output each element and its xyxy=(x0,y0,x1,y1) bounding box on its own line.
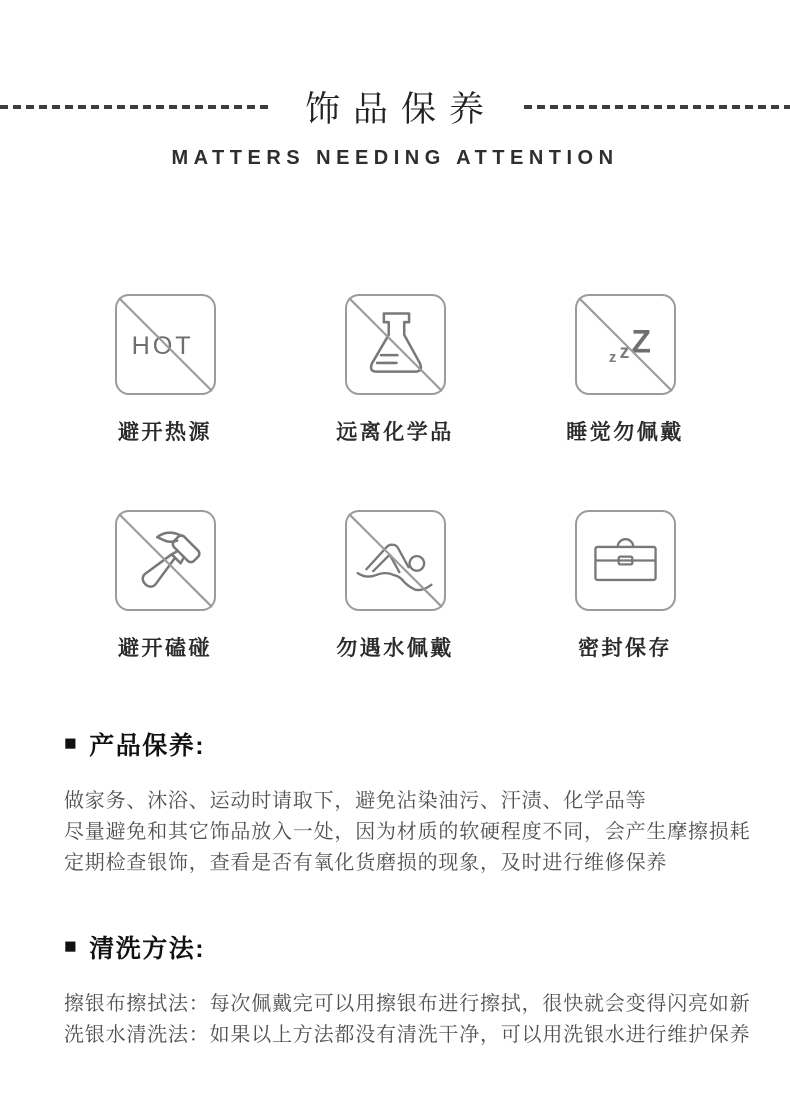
flask-icon xyxy=(347,296,444,393)
hot-glyph: HOT xyxy=(131,332,194,361)
z-large-glyph: Z xyxy=(630,323,651,360)
sealed-storage-icon xyxy=(575,510,676,611)
section-cleaning-method xyxy=(64,929,751,1051)
icon-label: 避开磕碰 xyxy=(118,637,212,660)
icon-cell-sealed-storage xyxy=(575,510,676,662)
z-medium-glyph: z xyxy=(619,341,629,364)
header xyxy=(0,0,790,132)
dashed-divider-left xyxy=(0,105,271,109)
prohibition-line xyxy=(348,298,441,391)
prohibition-line xyxy=(348,514,441,607)
dashed-divider-right xyxy=(519,105,790,109)
section-body xyxy=(64,989,751,1051)
no-chemicals-icon xyxy=(345,294,446,395)
icon-grid xyxy=(50,294,740,662)
prohibition-line xyxy=(118,514,211,607)
icon-label: 远离化学品 xyxy=(336,421,454,444)
section-heading xyxy=(64,929,726,965)
prohibition-line xyxy=(578,298,671,391)
clean-line: 洗银水清洗法：如果以上方法都没有清洗干净，可以用洗银水进行维护保养 xyxy=(64,1024,751,1046)
section-heading-text: 清洗方法: xyxy=(89,935,206,963)
section-product-care xyxy=(64,726,751,879)
icon-cell-no-heat xyxy=(115,294,216,446)
section-heading xyxy=(64,726,726,762)
icon-label: 睡觉勿佩戴 xyxy=(566,421,684,444)
icon-cell-no-knocks xyxy=(115,510,216,662)
section-heading-text: 产品保养: xyxy=(89,732,206,760)
storage-box-icon xyxy=(577,512,674,609)
swimmer-icon xyxy=(347,512,444,609)
hammer-icon xyxy=(117,512,214,609)
care-line: 做家务、沐浴、运动时请取下，避免沾染油污、汗渍、化学品等 xyxy=(64,790,647,812)
z-small-glyph: z xyxy=(608,349,616,366)
no-heat-icon-svg xyxy=(117,296,214,393)
icon-label: 密封保存 xyxy=(578,637,672,660)
care-line: 尽量避免和其它饰品放入一处，因为材质的软硬程度不同，会产生摩擦损耗 xyxy=(64,821,751,843)
page-subtitle: MATTERS NEEDING ATTENTION xyxy=(171,147,619,169)
icon-cell-no-sleep xyxy=(566,294,684,446)
page-title: 饰品保养 xyxy=(305,90,498,129)
icon-cell-no-chemicals xyxy=(336,294,454,446)
icon-label: 勿遇水佩戴 xyxy=(336,637,454,660)
square-bullet-icon: ■ xyxy=(64,935,79,958)
no-knocks-icon xyxy=(115,510,216,611)
care-line: 定期检查银饰，查看是否有氧化货磨损的现象，及时进行维修保养 xyxy=(64,852,668,874)
square-bullet-icon: ■ xyxy=(64,732,79,755)
clean-line: 擦银布擦拭法：每次佩戴完可以用擦银布进行擦拭，很快就会变得闪亮如新 xyxy=(64,993,751,1015)
section-body xyxy=(64,786,751,879)
icon-label: 避开热源 xyxy=(118,421,212,444)
icon-cell-no-water xyxy=(336,510,454,662)
no-heat-icon xyxy=(115,294,216,395)
zzz-icon xyxy=(577,296,674,393)
no-water-icon xyxy=(345,510,446,611)
no-sleep-icon xyxy=(575,294,676,395)
